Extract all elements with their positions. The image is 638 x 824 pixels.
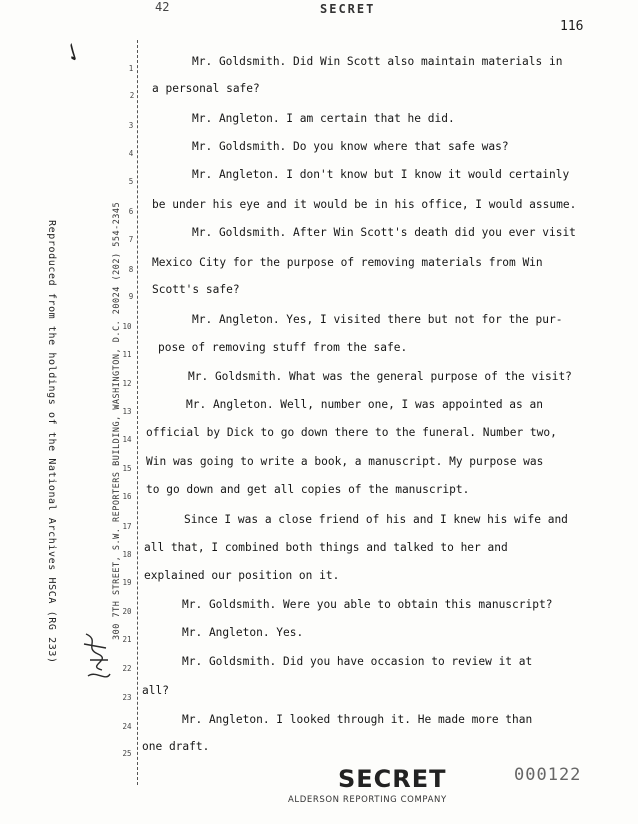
transcript-line: one draft. xyxy=(142,740,210,753)
transcript-line: Mr. Goldsmith. What was the general purpose of the visit? xyxy=(188,370,572,383)
line-number: 20 xyxy=(122,607,132,616)
line-number: 19 xyxy=(122,578,132,587)
line-number: 18 xyxy=(122,550,132,559)
footer-secret-stamp: SECRET xyxy=(338,765,447,793)
line-number: 25 xyxy=(122,749,132,758)
transcript-line: all? xyxy=(142,684,169,697)
line-number: 9 xyxy=(128,292,134,301)
line-number: 22 xyxy=(122,664,132,673)
document-number: 000122 xyxy=(514,765,582,785)
line-number: 6 xyxy=(128,207,134,216)
transcript-line: Scott's safe? xyxy=(152,283,240,296)
transcript-line: pose of removing stuff from the safe. xyxy=(158,341,408,354)
handwritten-margin-mark: ✓ xyxy=(57,40,89,69)
line-number: 16 xyxy=(122,492,132,501)
transcript-line: Mr. Angleton. I looked through it. He made more than xyxy=(182,713,533,726)
transcript-line: Mr. Angleton. Well, number one, I was appointed as an xyxy=(186,398,543,411)
header-secret-stamp: SECRET xyxy=(320,2,376,16)
line-number: 7 xyxy=(128,235,134,244)
transcript-line: Mr. Angleton. Yes, I visited there but not for the pur- xyxy=(192,313,563,326)
transcript-line: a personal safe? xyxy=(152,82,260,95)
transcript-line: Mr. Angleton. I am certain that he did. xyxy=(192,112,455,125)
line-number: 14 xyxy=(122,435,132,444)
line-number: 11 xyxy=(122,350,132,359)
header-left-mark: 42 xyxy=(155,0,170,14)
transcript-line: Win was going to write a book, a manuscript. My purpose was xyxy=(146,455,544,468)
transcript-line: explained our position on it. xyxy=(144,569,340,582)
transcript-line: Since I was a close friend of his and I knew his wife and xyxy=(184,513,568,526)
reporter-address: 300 7TH STREET, S.W. REPORTERS BUILDING, WASHINGTON, D.C. 20024 (202) 554-2345 xyxy=(112,201,122,640)
transcript-line: Mr. Goldsmith. Did you have occasion to review it at xyxy=(182,655,533,668)
transcript-line: Mr. Goldsmith. Were you able to obtain this manuscript? xyxy=(182,598,553,611)
transcript-line: Mr. Goldsmith. Do you know where that safe was? xyxy=(192,140,509,153)
transcript-line: official by Dick to go down there to the funeral. Number two, xyxy=(146,426,557,439)
line-number: 4 xyxy=(128,149,134,158)
line-number: 13 xyxy=(122,407,132,416)
line-number: 24 xyxy=(122,722,132,731)
line-number: 2 xyxy=(129,91,135,100)
transcript-line: Mexico City for the purpose of removing materials from Win xyxy=(152,256,543,269)
line-number: 8 xyxy=(128,265,134,274)
page-number: 116 xyxy=(560,19,584,34)
transcript-line: Mr. Angleton. I don't know but I know it would certainly xyxy=(192,168,570,181)
transcript-line: Mr. Goldsmith. Did Win Scott also maintain materials in xyxy=(192,55,563,68)
transcript-line: all that, I combined both things and talked to her and xyxy=(144,541,508,554)
transcript-line: Mr. Angleton. Yes. xyxy=(182,626,304,639)
transcript-line: Mr. Goldsmith. After Win Scott's death did you ever visit xyxy=(192,226,576,239)
transcript-line: be under his eye and it would be in his office, I would assume. xyxy=(152,198,577,211)
line-number: 23 xyxy=(122,693,132,702)
line-number: 10 xyxy=(122,322,132,331)
line-number: 3 xyxy=(128,121,134,130)
transcript-line: to go down and get all copies of the manuscript. xyxy=(146,483,470,496)
handwritten-scrawl-icon xyxy=(80,630,114,685)
line-number: 12 xyxy=(122,379,132,388)
line-number: 5 xyxy=(128,177,134,186)
line-number: 15 xyxy=(122,464,132,473)
reporting-company: ALDERSON REPORTING COMPANY xyxy=(288,795,447,805)
reproduction-notice: Reproduced from the holdings of the National Archives HSCA (RG 233) xyxy=(46,220,57,664)
line-number: 17 xyxy=(122,522,132,531)
line-number: 21 xyxy=(122,635,132,644)
line-number: 1 xyxy=(128,64,134,73)
